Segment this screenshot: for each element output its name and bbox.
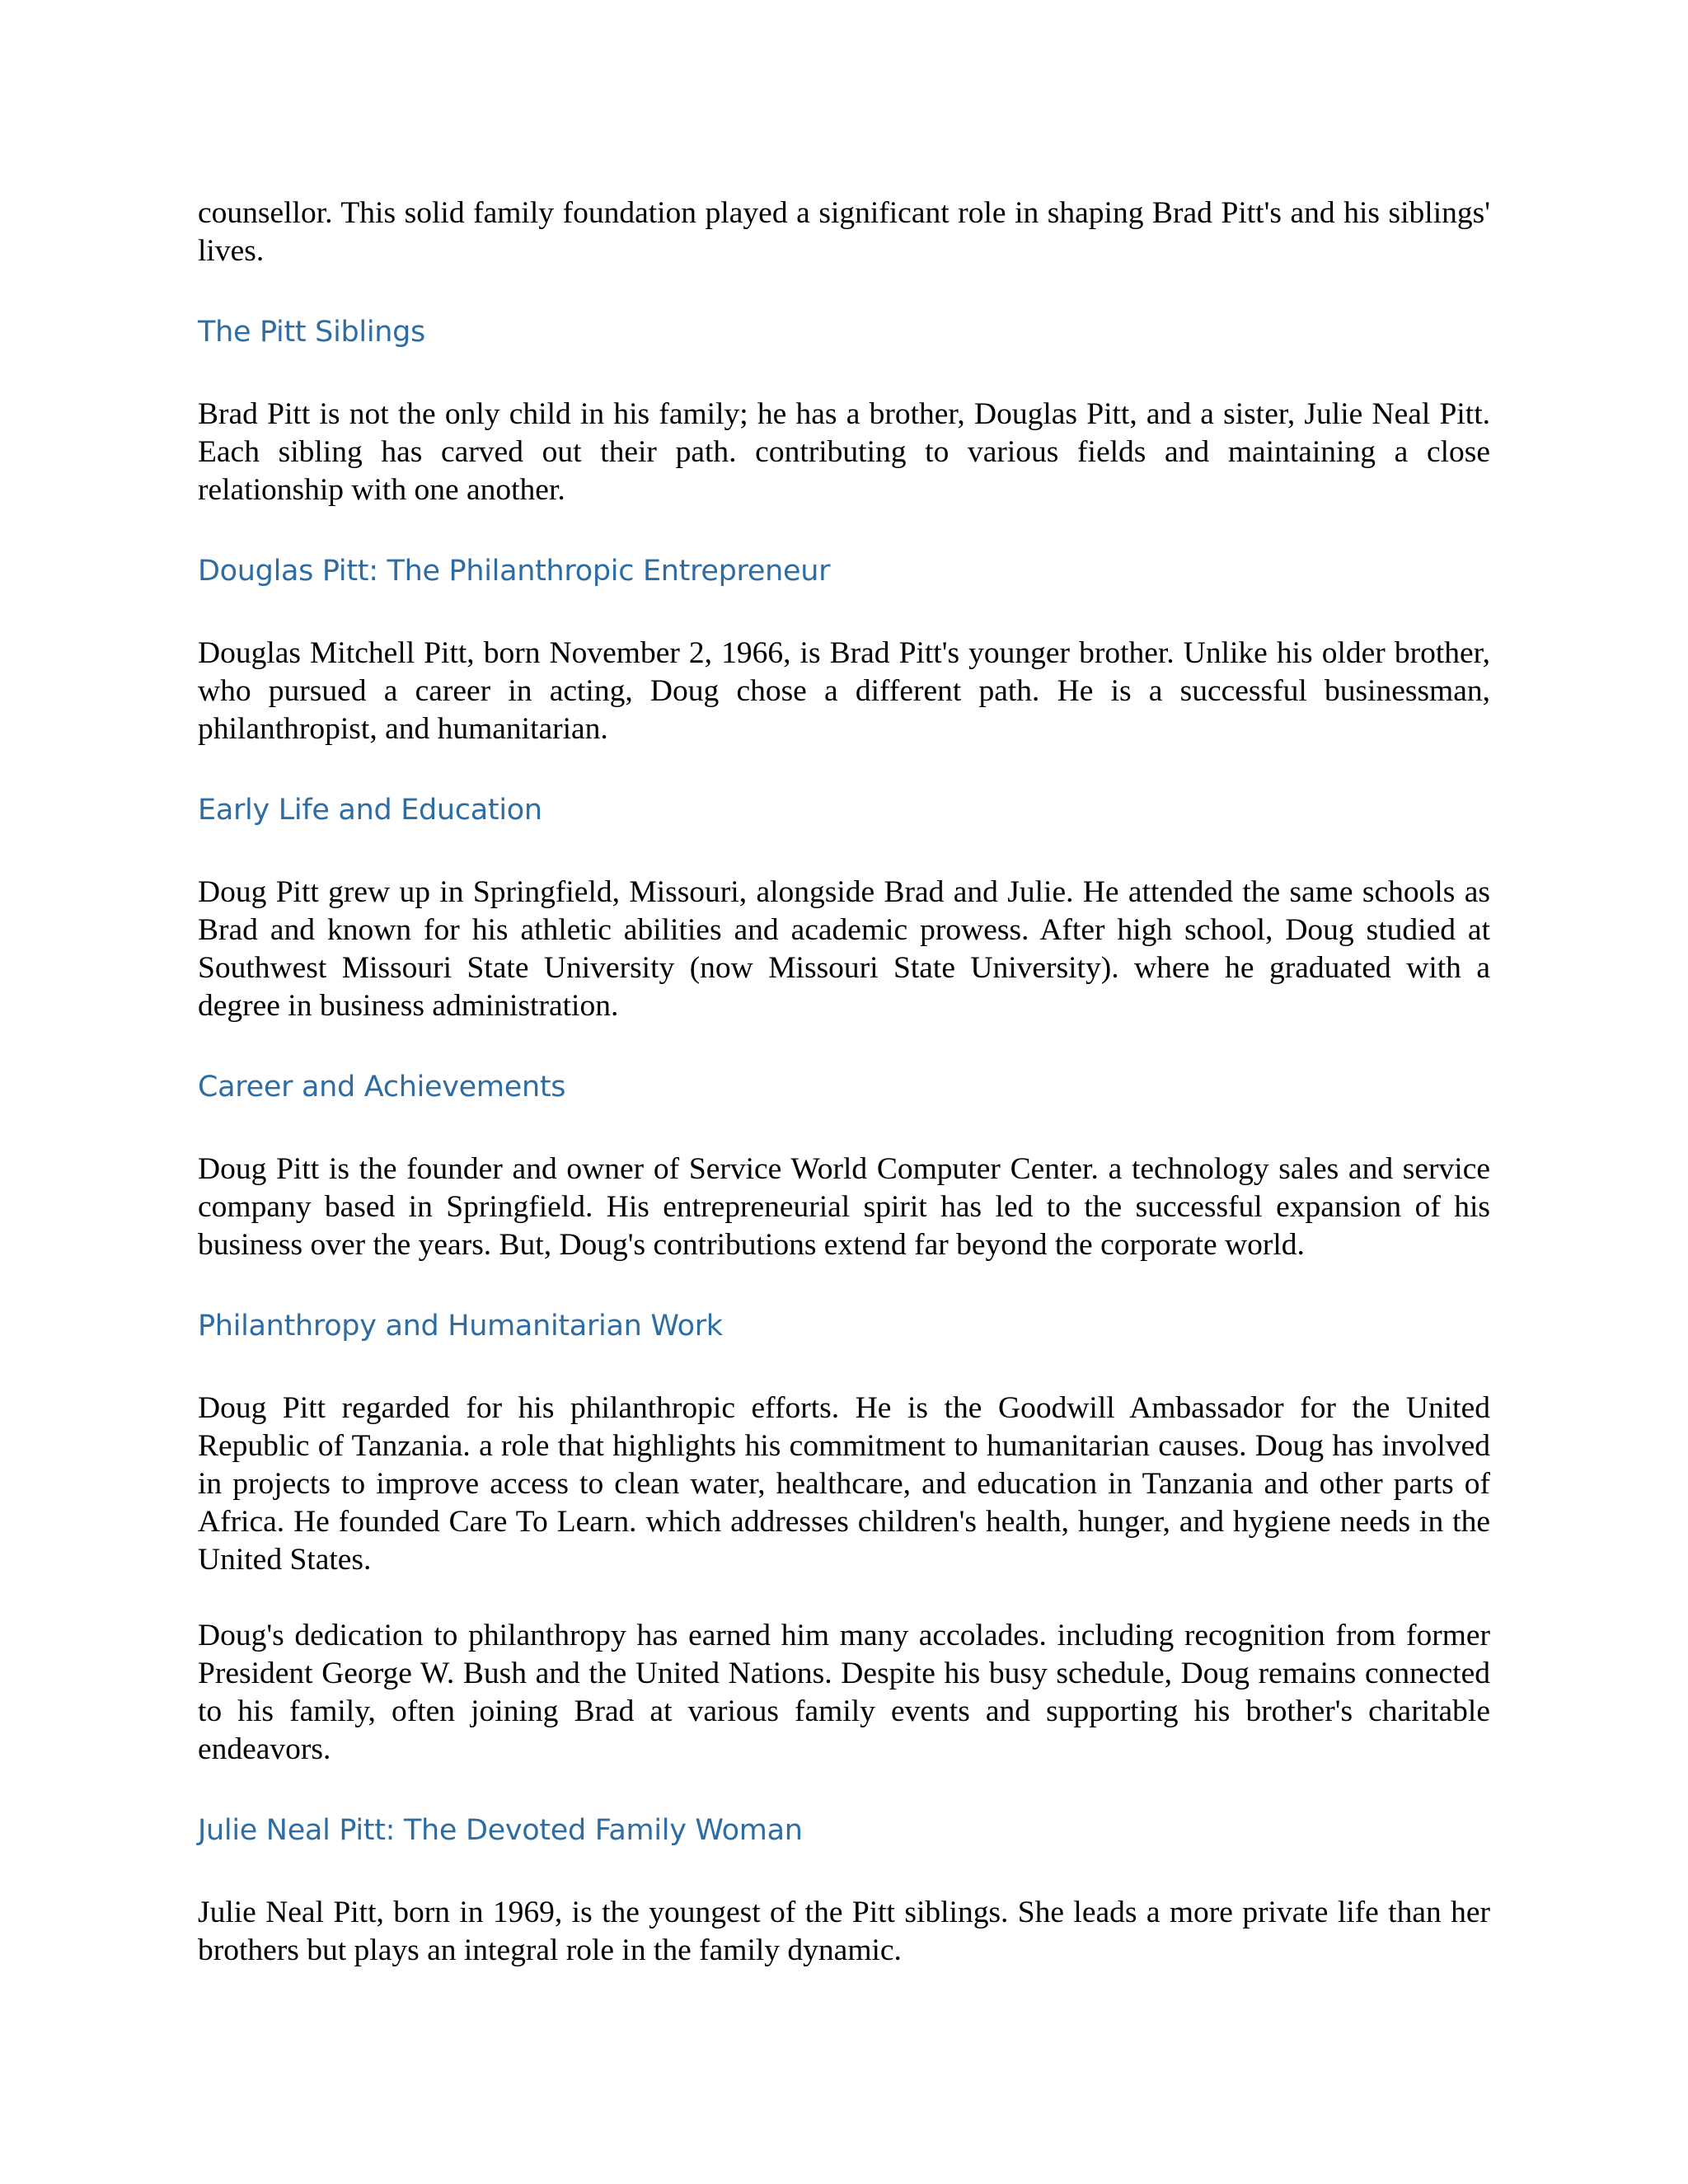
paragraph-early-life: Doug Pitt grew up in Springfield, Missouri, alongside Brad and Julie. He attended the same schools as Brad and known for his athletic abilities and academic prowess. After high school, Doug studied at Southwest Missouri State University (now Missouri State University). where he graduated with a degree in business administration. [198, 875, 1490, 1023]
spacer [198, 1106, 1490, 1151]
spacer [198, 270, 1490, 313]
spacer [198, 1264, 1490, 1307]
heading-pitt-siblings: The Pitt Siblings [198, 316, 425, 349]
spacer [198, 351, 1490, 396]
intro-paragraph: counsellor. This solid family foundation played a significant role in shaping Brad Pitt's and his siblings' lives. [198, 196, 1490, 268]
heading-career: Career and Achievements [198, 1071, 566, 1104]
spacer [198, 1769, 1490, 1811]
document-body [198, 194, 1490, 1970]
paragraph-douglas-pitt: Douglas Mitchell Pitt, born November 2, 1966, is Brad Pitt's younger brother. Unlike his older brother, who pursued a career in acting, Doug chose a different path. He is a successful businessman, philanthropist, and humanitarian. [198, 636, 1490, 746]
heading-douglas-pitt: Douglas Pitt: The Philanthropic Entrepreneur [198, 555, 831, 588]
spacer [198, 1849, 1490, 1894]
spacer [198, 1025, 1490, 1068]
heading-julie-neal-pitt: Julie Neal Pitt: The Devoted Family Woman [198, 1814, 803, 1847]
spacer [198, 1579, 1490, 1617]
spacer [198, 1345, 1490, 1390]
paragraph-pitt-siblings: Brad Pitt is not the only child in his family; he has a brother, Douglas Pitt, and a sister, Julie Neal Pitt. Each sibling has carved out their path. contributing to various fields and maintaining a close relationship with one another. [198, 397, 1490, 507]
heading-philanthropy: Philanthropy and Humanitarian Work [198, 1310, 723, 1343]
paragraph-philanthropy-2: Doug's dedication to philanthropy has earned him many accolades. including recognition from former President George W. Bush and the United Nations. Despite his busy schedule, Doug remains connected to his family, often joining Brad at various family events and supporting his brother's charitable endeavors. [198, 1619, 1490, 1766]
heading-early-life: Early Life and Education [198, 794, 542, 827]
spacer [198, 748, 1490, 791]
spacer [198, 829, 1490, 874]
paragraph-julie-neal-pitt: Julie Neal Pitt, born in 1969, is the youngest of the Pitt siblings. She leads a more private life than her brothers but plays an integral role in the family dynamic. [198, 1896, 1490, 1967]
spacer [198, 590, 1490, 635]
spacer [198, 509, 1490, 552]
paragraph-career: Doug Pitt is the founder and owner of Service World Computer Center. a technology sales and service company based in Springfield. His entrepreneurial spirit has led to the successful expansion of his business over the years. But, Doug's contributions extend far beyond the corporate world. [198, 1152, 1490, 1262]
paragraph-philanthropy-1: Doug Pitt regarded for his philanthropic efforts. He is the Goodwill Ambassador for the United Republic of Tanzania. a role that highlights his commitment to humanitarian causes. Doug has involved in projects to improve access to clean water, healthcare, and education in Tanzania and other parts of Africa. He founded Care To Learn. which addresses children's health, hunger, and hygiene needs in the United States. [198, 1391, 1490, 1577]
